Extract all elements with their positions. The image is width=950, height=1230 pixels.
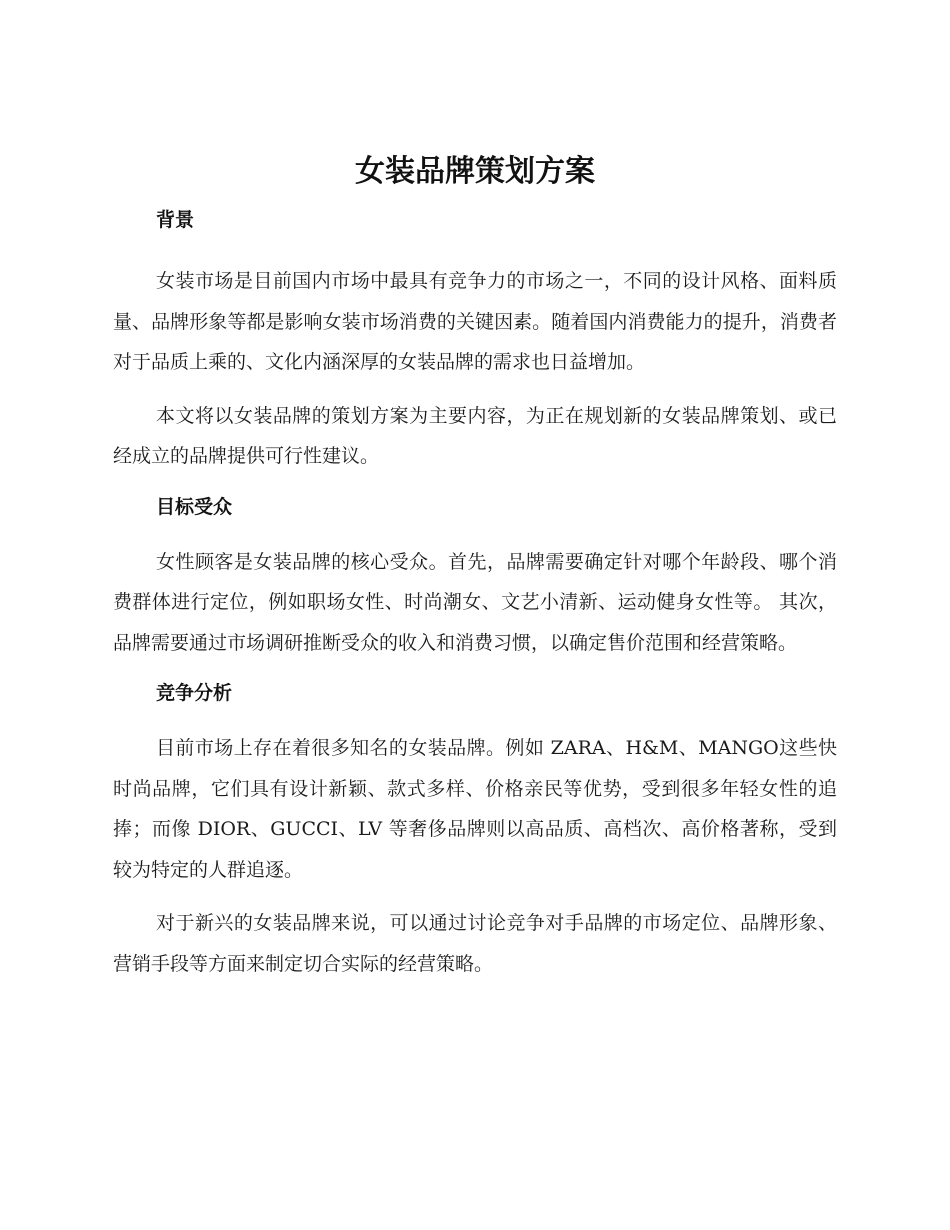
paragraph-background-2: 本文将以女装品牌的策划方案为主要内容，为正在规划新的女装品牌策划、或已经成立的品牌提供可行性建议。: [113, 404, 837, 467]
paragraph-background-1: 女装市场是目前国内市场中最具有竞争力的市场之一，不同的设计风格、面料质量、品牌形象等都是影响女装市场消费的关键因素。随着国内消费能力的提升，消费者对于品质上乘的、文化内涵深厚的女装品牌的需求也日益增加。: [113, 270, 837, 373]
paragraph-target-audience-1: 女性顾客是女装品牌的核心受众。首先，品牌需要确定针对哪个年龄段、哪个消费群体进行定位，例如职场女性、时尚潮女、文艺小清新、运动健身女性等。 其次，品牌需要通过市场调研推断受众的收入和消费习惯，以确定售价范围和经营策略。: [113, 550, 837, 654]
document-title: 女装品牌策划方案: [355, 154, 595, 189]
paragraph-competition-1: 目前市场上存在着很多知名的女装品牌。例如 ZARA、H&M、MANGO这些快时尚品牌，它们具有设计新颖、款式多样、价格亲民等优势，受到很多年轻女性的追捧；而像 DIOR、GUCCI、LV 等奢侈品牌则以高品质、高档次、高价格著称，受到较为特定的人群追逐。: [113, 737, 837, 881]
paragraph-competition-2: 对于新兴的女装品牌来说，可以通过讨论竞争对手品牌的市场定位、品牌形象、营销手段等方面来制定切合实际的经营策略。: [113, 912, 837, 975]
section-heading-target-audience: 目标受众: [156, 495, 233, 518]
section-heading-competition: 竞争分析: [156, 682, 233, 704]
section-heading-background: 背景: [156, 209, 195, 231]
document-body: [113, 200, 837, 984]
